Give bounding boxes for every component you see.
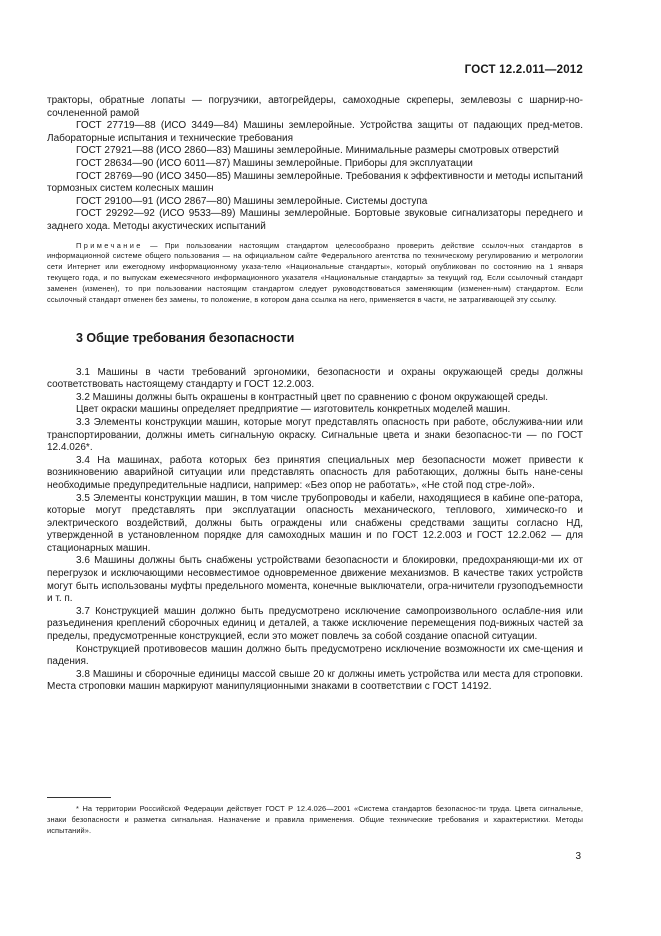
clause-paragraph: 3.4 На машинах, работа которых без принятия специальных мер безопасности может привести к возникновению аварийной ситуации или представлять опасность для работающих, должны быть нане-сены необходимые предупредительные надписи, например: «Без опор не работать», «Не стой под стре-лой». <box>47 454 583 491</box>
note-text: — При пользовании настоящим стандартом целесообразно проверить действие ссылоч-ных стандартов в информационной системе общего пользования — на официальном сайте Федерального агентства по техническому регулированию и метрологии сети Интернет или ежегодному информационному указа-телю «Национальные стандарты», который опубликован по состоянию на 1 января текущего года, и по выпускам ежемесячного информационного указателя «Национальные стандарты» за текущий год. Если ссылочный стандарт заменен (изменен), то при пользовании настоящим стандартом следует руководствоваться заменяющим (изменен-ным) стандартом. Если ссылочный стандарт отменен без замены, то положение, в котором дана ссылка на него, применяется в части, не затрагивающей эту ссылку. <box>47 240 583 305</box>
clause-paragraph: Конструкцией противовесов машин должно быть предусмотрено исключение возможности их сме-щения и падения. <box>47 643 583 668</box>
reference-item: ГОСТ 28769—90 (ИСО 3450—85) Машины землеройные. Требования к эффективности и методы испытаний тормозных систем колесных машин <box>47 170 583 195</box>
reference-item: ГОСТ 27921—88 (ИСО 2860—83) Машины землеройные. Минимальные размеры смотровых отверстий <box>76 145 559 157</box>
clause-paragraph: Цвет окраски машины определяет предприятие — изготовитель конкретных моделей машин. <box>76 404 511 416</box>
page-number: 3 <box>575 851 581 862</box>
footnote: * На территории Российской Федерации действует ГОСТ Р 12.4.026—2001 «Система стандартов безопаснос-ти труда. Цвета сигнальные, знаки безопасности и разметка сигнальная. Назначение и правила применения. Общие технические требования и характеристики. Методы испытаний». <box>47 804 583 835</box>
clause-paragraph: 3.1 Машины в части требований эргономики, безопасности и охраны окружающей среды должны соответствовать настоящему стандарту и ГОСТ 12.2.003. <box>47 366 583 391</box>
document-code-header: ГОСТ 12.2.011—2012 <box>464 64 583 76</box>
reference-continuation: тракторы, обратные лопаты — погрузчики, автогрейдеры, самоходные скреперы, землевозы с шарнир-но-сочлененной рамой <box>47 95 583 119</box>
clause-paragraph: 3.3 Элементы конструкции машин, которые могут представлять опасность при работе, обслужива-нии или транспортировании, должны иметь сигнальную окраску. Сигнальные цвета и знаки безопаснос-ти — по ГОСТ 12.4.026*. <box>47 416 583 454</box>
clause-paragraph: 3.5 Элементы конструкции машин, в том числе трубопроводы и кабели, находящиеся в кабине опе-ратора, которые могут представлять при эксплуатации опасность механического, теплового, химическо-го и электрического воздействий, должны быть ограждены или снабжены средствами защиты согласно НД, утвержденной в установленном порядке для самоходных машин и по ГОСТ 12.2.003 и ГОСТ 12.2.062 — для стационарных машин. <box>47 492 583 554</box>
page-content <box>47 95 583 694</box>
reference-item: ГОСТ 29100—91 (ИСО 2867—80) Машины землеройные. Системы доступа <box>76 195 428 207</box>
note-label: Примечание <box>76 240 143 250</box>
clause-paragraph: 3.6 Машины должны быть снабжены устройствами безопасности и блокировки, предохраняющи-ми их от перегрузок и исключающими несовместимое одновременное движение механизмов. В качестве таких устройств могут быть использованы муфты предельного момента, конечные выключатели, огра-ничители грузоподъемности и т. п. <box>47 555 583 605</box>
clause-paragraph: 3.7 Конструкцией машин должно быть предусмотрено исключение самопроизвольного ослабле-ния или разъединения креплений сборочных единиц и деталей, а также исключение перемещения под-вижных частей за пределы, предусмотренные конструкцией, если это может повлечь за собой создание опасной ситуации. <box>47 605 583 643</box>
section-heading: 3 Общие требования безопасности <box>76 330 295 345</box>
clause-paragraph: 3.2 Машины должны быть окрашены в контрастный цвет по сравнению с фоном окружающей среды. <box>76 391 549 403</box>
footnote-divider <box>47 797 111 798</box>
reference-item: ГОСТ 27719—88 (ИСО 3449—84) Машины землеройные. Устройства защиты от падающих пред-метов. Лабораторные испытания и технические требования <box>47 120 583 144</box>
reference-item: ГОСТ 28634—90 (ИСО 6011—87) Машины землеройные. Приборы для эксплуатации <box>76 157 473 169</box>
clause-paragraph: 3.8 Машины и сборочные единицы массой свыше 20 кг должны иметь устройства или места для строповки. Места строповки машин маркируют манипуляционными знаками в соответствии с ГОСТ 14192. <box>47 668 583 693</box>
reference-note <box>47 241 583 306</box>
reference-item: ГОСТ 29292—92 (ИСО 9533—89) Машины землеройные. Бортовые звуковые сигнализаторы переднего и заднего хода. Методы акустических испытаний <box>47 208 583 232</box>
